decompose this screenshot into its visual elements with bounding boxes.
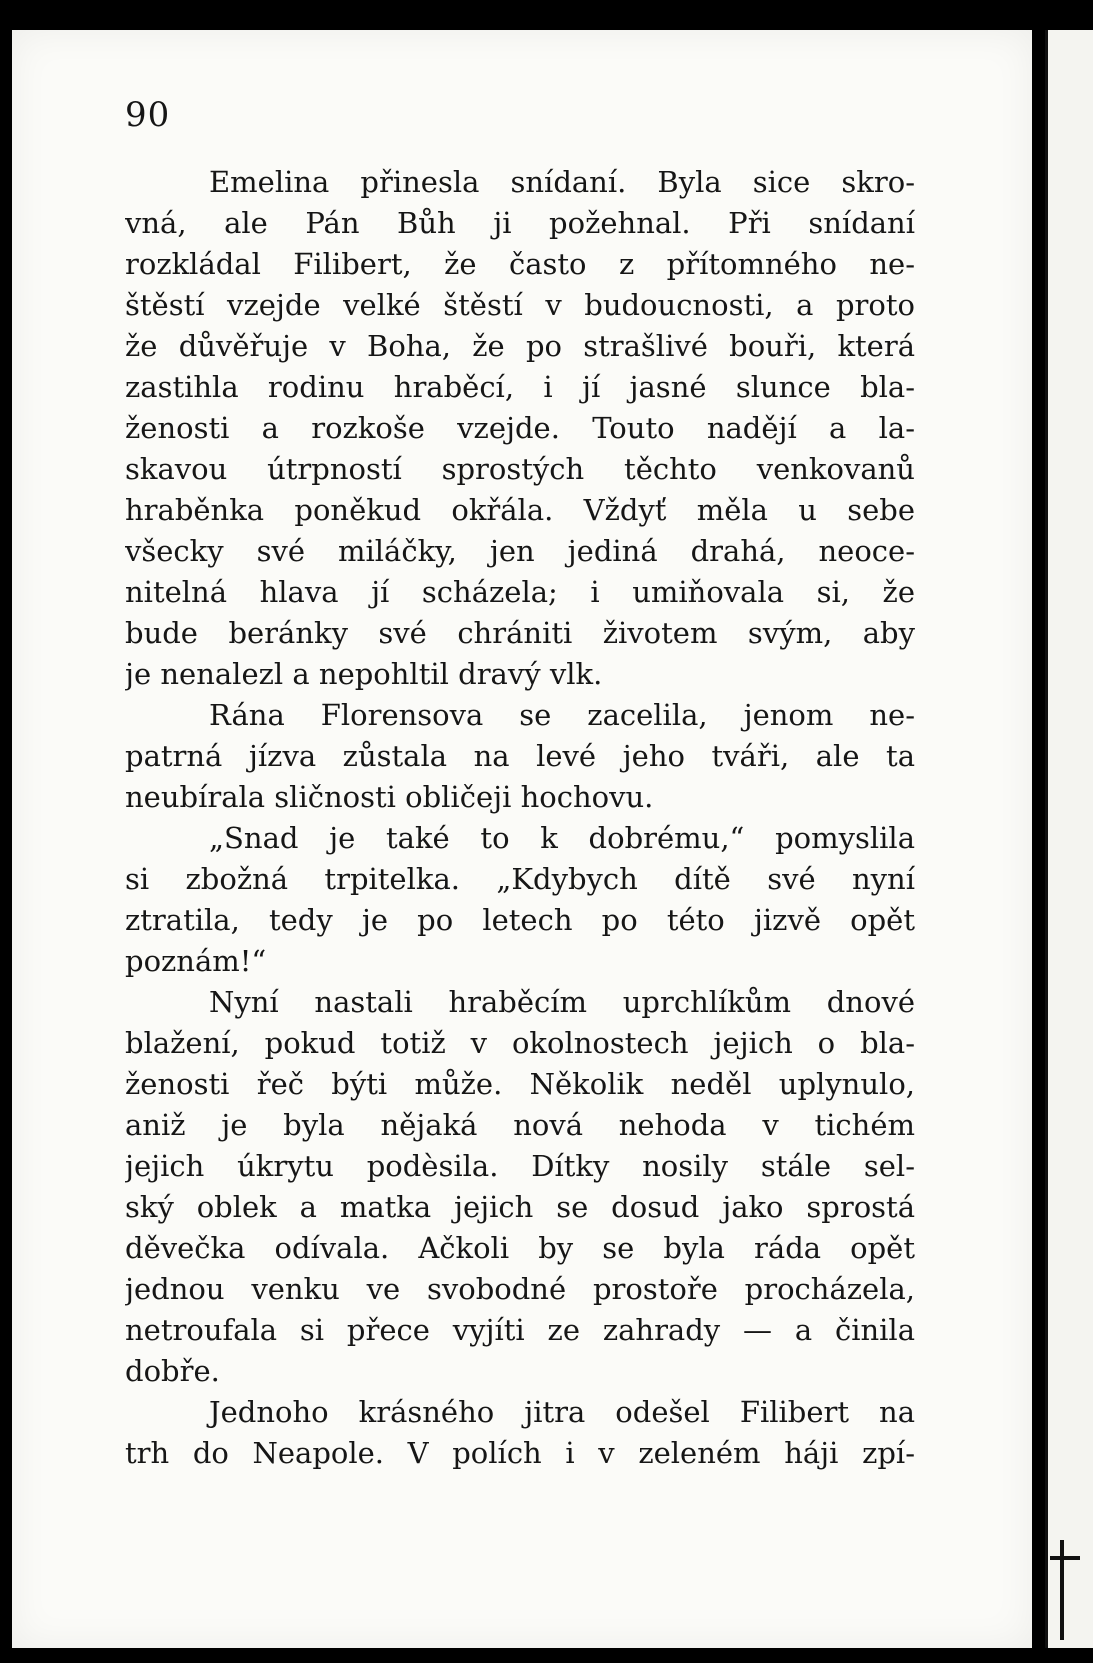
adjacent-page-edge [1045,30,1093,1648]
text-line: si zbožná trpitelka. „Kdybych dítě své nyní [125,862,915,896]
body-text [125,162,915,1474]
text-line: nitelná hlava jí scházela; i umiňovala si, že [125,575,915,609]
text-line: všecky své miláčky, jen jediná drahá, neoce- [125,534,915,568]
text-line: Jednoho krásného jitra odešel Filibert na [209,1395,915,1429]
text-line: „Snad je také to k dobrému,“ pomyslila [209,821,915,855]
text-line: aniž je byla nějaká nová nehoda v tichém [125,1108,915,1142]
page-number: 90 [125,95,171,135]
text-line: skavou útrpností sprostých těchto venkovanů [125,452,915,486]
text-line: zastihla rodinu hraběcí, i jí jasné slunce bla- [125,370,915,404]
text-line: ský oblek a matka jejich se dosud jako sprostá [125,1190,915,1224]
text-line: ztratila, tedy je po letech po této jizvě opět [125,903,915,937]
text-line: že důvěřuje v Boha, že po strašlivé bouři, která [125,329,915,363]
text-line: poznám!“ [125,944,267,978]
text-line: Emelina přinesla snídaní. Byla sice skro- [209,165,915,199]
text-line: jednou venku ve svobodné prostoře procházela, [125,1272,915,1306]
text-line: rozkládal Filibert, že často z přítomného ne- [125,247,915,281]
text-line: děvečka odívala. Ačkoli by se byla ráda opět [125,1231,915,1265]
text-line: vná, ale Pán Bůh ji požehnal. Při snídaní [125,206,915,240]
text-line: dobře. [125,1354,220,1388]
text-line: trh do Neapole. V polích i v zeleném háji zpí- [125,1436,915,1470]
text-line: hraběnka poněkud okřála. Vždyť měla u sebe [125,493,915,527]
text-line: bude beránky své chrániti životem svým, aby [125,616,915,650]
text-line: Nyní nastali hraběcím uprchlíkům dnové [209,985,915,1019]
text-line: netroufala si přece vyjíti ze zahrady — a činila [125,1313,915,1347]
text-line: Rána Florensova se zacelila, jenom ne- [209,698,915,732]
binding-tick [1050,1556,1080,1560]
text-line: je nenalezl a nepohltil dravý vlk. [125,657,603,691]
binding-mark [1060,1540,1064,1640]
text-line: ženosti a rozkoše vzejde. Touto nadějí a la- [125,411,915,445]
text-line: jejich úkrytu podèsila. Dítky nosily stále sel- [125,1149,915,1183]
text-line: neubírala sličnosti obličeji hochovu. [125,780,654,814]
text-line: blažení, pokud totiž v okolnostech jejich o bla- [125,1026,915,1060]
text-line: ženosti řeč býti může. Několik neděl uplynulo, [125,1067,915,1101]
text-line: patrná jízva zůstala na levé jeho tváři, ale ta [125,739,915,773]
text-line: štěstí vzejde velké štěstí v budoucnosti, a proto [125,288,915,322]
